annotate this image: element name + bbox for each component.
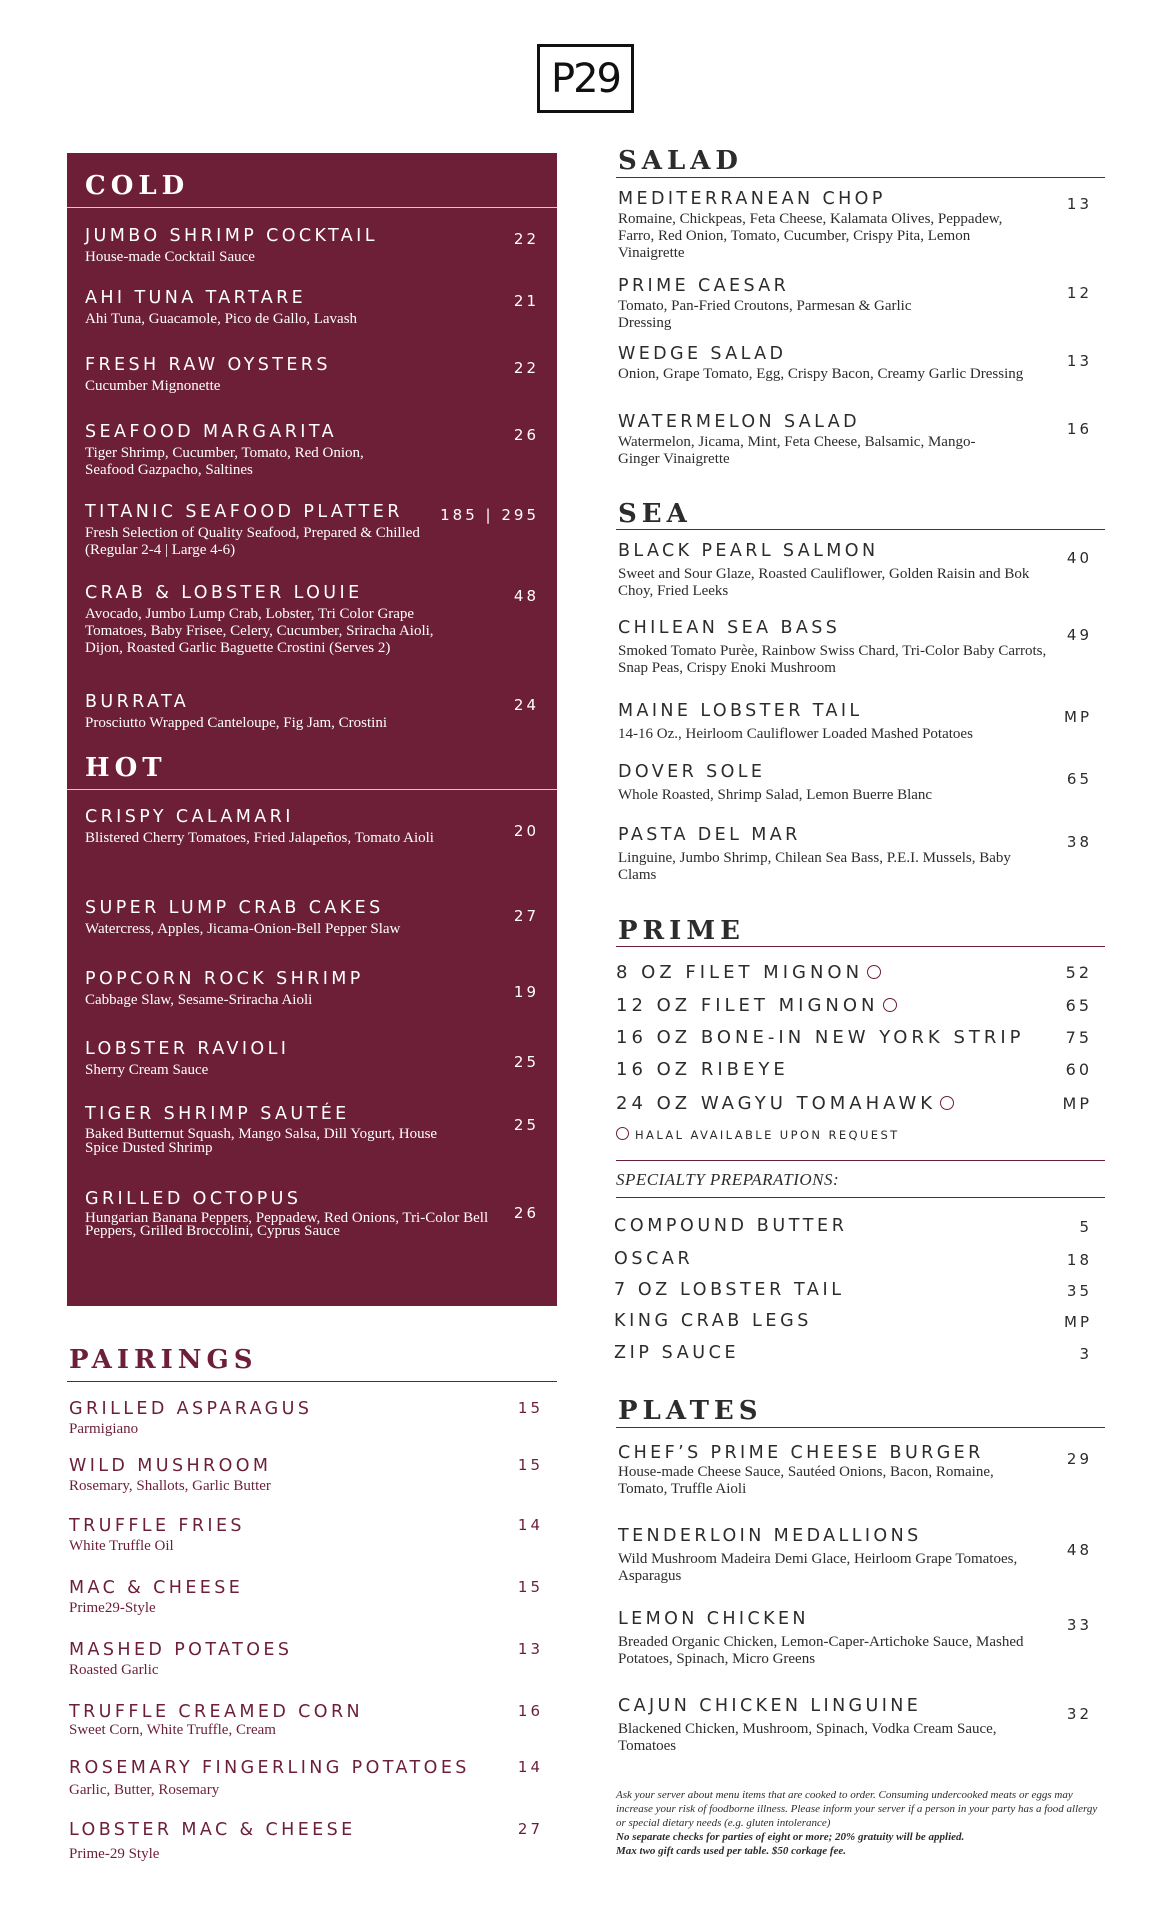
pairings-title: PAIRINGS — [69, 1345, 258, 1375]
salad-rule — [616, 177, 1105, 178]
disclaimer-checks: No separate checks for parties of eight or more; 20% gratuity will be applied. — [616, 1831, 965, 1843]
pairing-item-lobster-mac-cheese — [69, 1822, 543, 1863]
item-name: CAJUN CHICKEN LINGUINE — [618, 1696, 922, 1716]
item-name: POPCORN ROCK SHRIMP — [85, 969, 364, 989]
item-price: MP — [1064, 708, 1092, 726]
item-name: MAC & CHEESE — [69, 1578, 244, 1598]
sea-rule — [616, 529, 1105, 530]
cold-title: COLD — [85, 171, 190, 201]
sea-item-maine-lobster-tail — [618, 703, 1092, 743]
sea-item-black-pearl-salmon — [618, 543, 1092, 600]
item-name: CHILEAN SEA BASS — [618, 618, 841, 638]
item-name: CHEF’S PRIME CHEESE BURGER — [618, 1443, 984, 1463]
item-desc: Wild Mushroom Madeira Demi Glace, Heirloom Grape Tomatoes, Asparagus — [618, 1550, 1018, 1584]
disclaimer-allergy: Ask your server about menu items that are cooked to order. Consuming undercooked meats or eggs may increase your risk of foodborne illness. Please inform your server if a person in your party has a food allergy or special dietary needs (e.g. gluten intolerance) — [616, 1789, 1098, 1829]
halal-icon — [616, 1127, 629, 1140]
item-name: BURRATA — [85, 692, 190, 712]
cold-item-ahi-tuna-tartare — [85, 290, 539, 328]
hot-rule — [67, 789, 557, 790]
item-desc: Rosemary, Shallots, Garlic Butter — [69, 1477, 271, 1494]
logo — [537, 44, 634, 113]
item-name: TITANIC SEAFOOD PLATTER — [85, 502, 403, 522]
item-price: 15 — [517, 1456, 543, 1474]
specialty-rule-bottom — [616, 1197, 1105, 1198]
item-price: 48 — [1066, 1541, 1092, 1559]
item-name: PRIME CAESAR — [618, 276, 790, 296]
item-price: 65 — [1065, 996, 1092, 1015]
cold-item-seafood-margarita — [85, 424, 539, 479]
item-name: 8 OZ FILET MIGNON — [616, 962, 864, 983]
item-price: 27 — [517, 1820, 543, 1838]
item-price: 33 — [1066, 1616, 1092, 1634]
item-price: 22 — [513, 230, 539, 248]
specialty-item-zip-sauce — [614, 1345, 1092, 1363]
item-price: 27 — [513, 907, 539, 925]
item-price: 185 | 295 — [440, 506, 539, 524]
item-price: 32 — [1066, 1705, 1092, 1723]
item-price: 65 — [1066, 770, 1092, 788]
item-name: 16 OZ RIBEYE — [616, 1059, 789, 1080]
item-price: 22 — [513, 359, 539, 377]
item-name: SEAFOOD MARGARITA — [85, 422, 337, 442]
item-price: 14 — [517, 1516, 543, 1534]
prime-title: PRIME — [618, 916, 745, 946]
item-name: MEDITERRANEAN CHOP — [618, 189, 886, 209]
item-desc: Hungarian Banana Peppers, Peppadew, Red Onions, Tri-Color Bell Peppers, Grilled Broccolini, Cyprus Sauce — [85, 1209, 489, 1239]
item-desc: Watercress, Apples, Jicama-Onion-Bell Pepper Slaw — [85, 920, 401, 937]
item-price: 5 — [1079, 1218, 1092, 1236]
pairing-item-mac-cheese — [69, 1580, 543, 1617]
item-desc: Baked Butternut Squash, Mango Salsa, Dill Yogurt, House Spice Dusted Shrimp — [85, 1125, 438, 1156]
item-name: PASTA DEL MAR — [618, 825, 801, 845]
cold-rule — [67, 207, 557, 208]
plates-item-cajun-chicken-linguine — [618, 1698, 1092, 1755]
item-name: KING CRAB LEGS — [614, 1311, 812, 1331]
prime-rule — [616, 946, 1105, 947]
sea-title: SEA — [618, 499, 692, 529]
cold-item-fresh-raw-oysters — [85, 357, 539, 395]
cold-hot-panel — [67, 153, 557, 1306]
item-price: 21 — [513, 292, 539, 310]
item-price: 15 — [517, 1399, 543, 1417]
plates-item-lemon-chicken — [618, 1611, 1092, 1668]
item-desc: Sherry Cream Sauce — [85, 1061, 209, 1078]
item-name: COMPOUND BUTTER — [614, 1216, 848, 1236]
pairing-item-truffle-fries — [69, 1518, 543, 1555]
prime-item-16oz-ny-strip — [616, 1029, 1092, 1048]
item-price: 75 — [1065, 1028, 1092, 1047]
halal-note — [616, 1128, 900, 1142]
item-name: JUMBO SHRIMP COCKTAIL — [85, 226, 378, 246]
item-name: FRESH RAW OYSTERS — [85, 355, 331, 375]
specialty-item-compound-butter — [614, 1218, 1092, 1236]
item-desc: Romaine, Chickpeas, Feta Cheese, Kalamata Olives, Peppadew, Farro, Red Onion, Tomato, Cucumber, Crispy Pita, Lemon Vinaigrette — [618, 210, 1003, 261]
item-desc: Tomato, Pan-Fried Croutons, Parmesan & Garlic Dressing — [618, 297, 912, 331]
item-desc: Breaded Organic Chicken, Lemon-Caper-Artichoke Sauce, Mashed Potatoes, Spinach, Micro Greens — [618, 1633, 1024, 1667]
item-name: LOBSTER MAC & CHEESE — [69, 1820, 356, 1840]
item-price: 20 — [513, 822, 539, 840]
item-price: 16 — [517, 1702, 543, 1720]
item-price: 13 — [1066, 195, 1092, 213]
item-desc: Linguine, Jumbo Shrimp, Chilean Sea Bass, P.E.I. Mussels, Baby Clams — [618, 849, 1011, 883]
item-price: 52 — [1065, 963, 1092, 982]
pairing-item-wild-mushroom — [69, 1458, 543, 1495]
item-price: 26 — [513, 426, 539, 444]
pairing-item-grilled-asparagus — [69, 1401, 543, 1438]
item-name: LEMON CHICKEN — [618, 1609, 809, 1629]
item-name: MAINE LOBSTER TAIL — [618, 701, 863, 721]
salad-item-mediterranean-chop — [618, 191, 1092, 262]
item-name: ZIP SAUCE — [614, 1343, 740, 1363]
hot-item-crispy-calamari — [85, 809, 539, 847]
item-name: GRILLED OCTOPUS — [85, 1189, 302, 1209]
prime-item-12oz-filet — [616, 997, 1092, 1016]
plates-rule — [616, 1427, 1105, 1428]
item-price: 49 — [1066, 626, 1092, 644]
prime-item-8oz-filet — [616, 964, 1092, 983]
item-desc: 14-16 Oz., Heirloom Cauliflower Loaded Mashed Potatoes — [618, 725, 973, 742]
item-price: 24 — [513, 696, 539, 714]
hot-title: HOT — [85, 753, 167, 783]
plates-title: PLATES — [618, 1396, 763, 1426]
plates-item-chefs-prime-cheese-burger — [618, 1445, 1092, 1498]
item-desc: Roasted Garlic — [69, 1661, 159, 1678]
item-name: OSCAR — [614, 1249, 694, 1269]
item-desc: Onion, Grape Tomato, Egg, Crispy Bacon, Creamy Garlic Dressing — [618, 365, 1024, 382]
cold-item-crab-lobster-louie — [85, 585, 539, 657]
item-price: 18 — [1066, 1251, 1092, 1269]
item-name: 7 OZ LOBSTER TAIL — [614, 1280, 845, 1300]
item-desc: Parmigiano — [69, 1420, 139, 1437]
hot-item-popcorn-rock-shrimp — [85, 971, 539, 1009]
plates-item-tenderloin-medallions — [618, 1528, 1092, 1585]
item-price: 3 — [1079, 1345, 1092, 1363]
item-price: 35 — [1066, 1282, 1092, 1300]
item-desc: Cucumber Mignonette — [85, 377, 221, 394]
halal-icon — [867, 965, 881, 979]
pairing-item-rosemary-fingerling-potatoes — [69, 1760, 543, 1799]
item-desc: Avocado, Jumbo Lump Crab, Lobster, Tri Color Grape Tomatoes, Baby Frisee, Celery, Cucumber, Sriracha Aioli, Dijon, Roasted Garlic Baguette Crostini (Serves 2) — [85, 605, 434, 656]
item-price: 16 — [1066, 420, 1092, 438]
item-price: MP — [1062, 1094, 1092, 1113]
item-price: 14 — [517, 1758, 543, 1776]
item-price: 60 — [1065, 1060, 1092, 1079]
item-name: 16 OZ BONE-IN NEW YORK STRIP — [616, 1027, 1025, 1048]
disclaimer-gift-cards: Max two gift cards used per table. $50 corkage fee. — [616, 1845, 847, 1857]
item-name: WATERMELON SALAD — [618, 412, 860, 432]
specialty-rule-top — [616, 1160, 1105, 1161]
salad-title: SALAD — [618, 146, 743, 176]
hot-item-tiger-shrimp-sautee — [85, 1106, 539, 1155]
item-name: TENDERLOIN MEDALLIONS — [618, 1526, 922, 1546]
item-price: 12 — [1066, 284, 1092, 302]
item-name: BLACK PEARL SALMON — [618, 541, 879, 561]
sea-item-pasta-del-mar — [618, 827, 1092, 884]
item-name: TRUFFLE CREAMED CORN — [69, 1702, 364, 1722]
item-desc: Tiger Shrimp, Cucumber, Tomato, Red Onion, Seafood Gazpacho, Saltines — [85, 444, 364, 478]
cold-item-titanic-seafood-platter — [85, 504, 539, 559]
item-desc: Prosciutto Wrapped Canteloupe, Fig Jam, Crostini — [85, 714, 388, 731]
item-name: AHI TUNA TARTARE — [85, 288, 307, 308]
item-desc: Ahi Tuna, Guacamole, Pico de Gallo, Lavash — [85, 310, 358, 327]
item-price: 40 — [1066, 549, 1092, 567]
item-desc: House-made Cheese Sauce, Sautéed Onions, Bacon, Romaine, Tomato, Truffle Aioli — [618, 1463, 994, 1497]
item-desc: Blackened Chicken, Mushroom, Spinach, Vodka Cream Sauce, Tomatoes — [618, 1720, 997, 1754]
item-name: WEDGE SALAD — [618, 344, 787, 364]
item-name: WILD MUSHROOM — [69, 1456, 272, 1476]
disclaimer — [616, 1788, 1106, 1858]
item-price: 48 — [513, 587, 539, 605]
item-desc: Garlic, Butter, Rosemary — [69, 1781, 220, 1798]
specialty-item-king-crab-legs — [614, 1313, 1092, 1331]
item-price: 19 — [513, 983, 539, 1001]
hot-item-super-lump-crab-cakes — [85, 900, 539, 938]
item-desc: Prime29-Style — [69, 1599, 156, 1616]
pairings-rule — [67, 1381, 557, 1382]
item-price: 29 — [1066, 1450, 1092, 1468]
item-price: 38 — [1066, 833, 1092, 851]
item-price: 25 — [513, 1116, 539, 1134]
specialty-title: SPECIALTY PREPARATIONS: — [616, 1170, 840, 1189]
pairing-item-truffle-creamed-corn — [69, 1704, 543, 1739]
halal-icon — [940, 1096, 954, 1110]
item-name: CRAB & LOBSTER LOUIE — [85, 583, 363, 603]
item-desc: Cabbage Slaw, Sesame-Sriracha Aioli — [85, 991, 313, 1008]
cold-item-burrata — [85, 694, 539, 732]
item-desc: White Truffle Oil — [69, 1537, 174, 1554]
item-desc: Watermelon, Jicama, Mint, Feta Cheese, Balsamic, Mango-Ginger Vinaigrette — [618, 433, 976, 467]
cold-item-jumbo-shrimp-cocktail — [85, 228, 539, 266]
item-name: TRUFFLE FRIES — [69, 1516, 245, 1536]
item-desc: Sweet and Sour Glaze, Roasted Cauliflower, Golden Raisin and Bok Choy, Fried Leeks — [618, 565, 1030, 599]
prime-item-24oz-wagyu — [616, 1095, 1092, 1114]
halal-icon — [883, 998, 897, 1012]
item-desc: Blistered Cherry Tomatoes, Fried Jalapeños, Tomato Aioli — [85, 829, 434, 846]
halal-note-text: HALAL AVAILABLE UPON REQUEST — [635, 1128, 900, 1142]
item-name: DOVER SOLE — [618, 762, 766, 782]
item-name: CRISPY CALAMARI — [85, 807, 294, 827]
item-name: ROSEMARY FINGERLING POTATOES — [69, 1758, 470, 1778]
salad-item-prime-caesar — [618, 278, 1092, 332]
logo-text: P29 — [550, 55, 621, 102]
item-desc: Fresh Selection of Quality Seafood, Prepared & Chilled (Regular 2-4 | Large 4-6) — [85, 524, 420, 558]
item-desc: Prime-29 Style — [69, 1845, 160, 1862]
item-price: 15 — [517, 1578, 543, 1596]
hot-item-lobster-ravioli — [85, 1041, 539, 1079]
item-price: MP — [1064, 1313, 1092, 1331]
salad-item-watermelon-salad — [618, 414, 1092, 468]
item-price: 25 — [513, 1053, 539, 1071]
item-price: 13 — [1066, 352, 1092, 370]
item-desc: House-made Cocktail Sauce — [85, 248, 255, 265]
item-name: LOBSTER RAVIOLI — [85, 1039, 290, 1059]
item-name: 12 OZ FILET MIGNON — [616, 995, 879, 1016]
pairing-item-mashed-potatoes — [69, 1642, 543, 1679]
item-name: MASHED POTATOES — [69, 1640, 293, 1660]
item-name: GRILLED ASPARAGUS — [69, 1399, 313, 1419]
salad-item-wedge-salad — [618, 346, 1092, 383]
sea-item-dover-sole — [618, 764, 1092, 804]
item-name: TIGER SHRIMP SAUTÉE — [85, 1104, 350, 1124]
item-name: SUPER LUMP CRAB CAKES — [85, 898, 384, 918]
specialty-item-7oz-lobster-tail — [614, 1282, 1092, 1300]
prime-item-16oz-ribeye — [616, 1061, 1092, 1080]
hot-item-grilled-octopus — [85, 1191, 539, 1238]
sea-item-chilean-sea-bass — [618, 620, 1092, 677]
item-desc: Whole Roasted, Shrimp Salad, Lemon Buerre Blanc — [618, 786, 933, 803]
item-desc: Sweet Corn, White Truffle, Cream — [69, 1721, 276, 1738]
item-name: 24 OZ WAGYU TOMAHAWK — [616, 1093, 937, 1114]
item-desc: Smoked Tomato Purèe, Rainbow Swiss Chard, Tri-Color Baby Carrots, Snap Peas, Crispy Enoki Mushroom — [618, 642, 1047, 676]
specialty-item-oscar — [614, 1251, 1092, 1269]
item-price: 13 — [517, 1640, 543, 1658]
item-price: 26 — [513, 1204, 539, 1222]
